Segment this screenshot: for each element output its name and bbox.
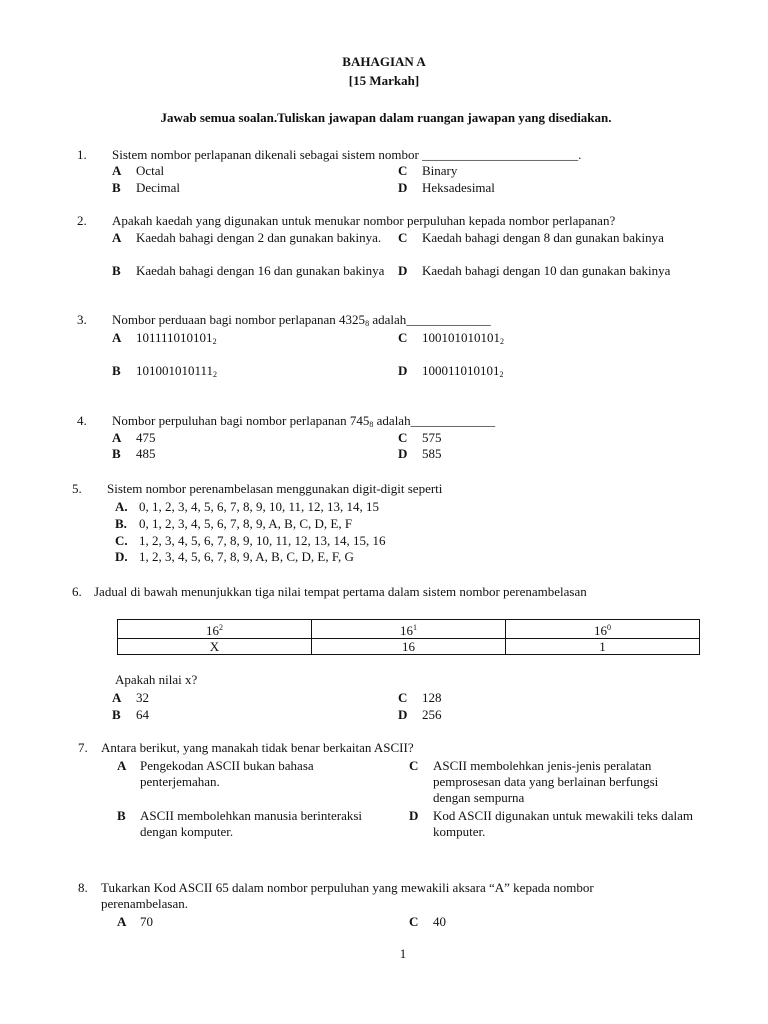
question-stem: Nombor perpuluhan bagi nombor perlapanan $745_8$ adalah_____________ [112,413,496,429]
table-cell: X [118,639,312,655]
option-label: A [112,330,122,345]
option-label: A [112,230,122,245]
option-label: C [398,430,408,445]
question-stem: Jadual di bawah menunjukkan tiga nilai tempat pertama dalam sistem nombor perenambelasan [94,584,587,599]
page-number: 1 [399,946,407,961]
option-c: Kaedah bahagi dengan 8 dan gunakan bakinya [422,230,664,245]
option-label: A [112,430,122,445]
option-label: A [112,163,122,178]
option-c: 575 [422,430,442,445]
option-label: B [112,363,121,378]
option-label: D [398,363,408,378]
option-label: B [112,707,121,722]
option-c: ASCII membolehkan jenis-jenis peralatan pemprosesan data yang berlainan berfungsi dengan sempurna [433,758,659,805]
option-b: Decimal [136,180,181,195]
option-b: ASCII membolehkan manusia berinteraksi dengan komputer. [140,808,363,839]
table-header-cell: $16^2$ [118,620,312,639]
option-a: Kaedah bahagi dengan 2 dan gunakan bakinya. [136,230,382,245]
option-a: 70 [140,914,153,929]
option-label: A [117,758,127,773]
option-a: Pengekodan ASCII bukan bahasa penterjemahan. [140,758,314,789]
table-cell: 16 [312,639,506,655]
option-label: D [398,180,408,195]
option-d: Kaedah bahagi dengan 10 dan gunakan bakinya [422,263,671,278]
option-label: B [112,263,121,278]
question-stem: Tukarkan Kod ASCII 65 dalam nombor perpuluhan yang mewakili aksara “A” kepada nombor perenambelasan. [101,880,594,911]
option-label: D [398,707,408,722]
option-label: B [112,446,121,461]
question-number: 6. [72,584,82,599]
table-header-cell: $16^0$ [506,620,700,639]
option-label: D [398,263,408,278]
option-label: A. [115,499,128,514]
table-row [118,620,700,639]
option-b: 64 [136,707,149,722]
option-b: 0, 1, 2, 3, 4, 5, 6, 7, 8, 9, A, B, C, D, E, F [139,516,353,531]
question-stem: Antara berikut, yang manakah tidak benar berkaitan ASCII? [101,740,414,755]
table-row [118,639,700,655]
question-stem: Sistem nombor perlapanan dikenali sebagai sistem nombor ________________________. [112,147,582,162]
option-a: Octal [136,163,165,178]
option-d: Kod ASCII digunakan untuk mewakili teks dalam komputer. [433,808,693,839]
question-number: 5. [72,481,82,496]
option-label: B. [115,516,127,531]
question-stem: Nombor perduaan bagi nombor perlapanan $4325_8$ adalah_____________ [112,312,491,328]
option-b: $101001010111_2$ [136,363,218,379]
table-cell: 1 [506,639,700,655]
option-d: $100011010101_2$ [422,363,504,379]
option-c: $100101010101_2$ [422,330,504,346]
option-label: B [117,808,126,823]
section-title: BAHAGIAN A [342,54,426,69]
sub-question: Apakah nilai x? [115,672,198,687]
option-d: 585 [422,446,442,461]
option-label: C [409,758,419,773]
option-c: 128 [422,690,442,705]
question-number: 3. [77,312,87,327]
question-stem: Apakah kaedah yang digunakan untuk menukar nombor perpuluhan kepada nombor perlapanan? [112,213,616,228]
option-label: C [409,914,419,929]
option-label: A [112,690,122,705]
option-label: D [409,808,419,823]
question-number: 8. [78,880,88,895]
instruction: Jawab semua soalan.Tuliskan jawapan dalam ruangan jawapan yang disediakan. [160,110,612,125]
option-label: D. [115,549,128,564]
table-header-cell: $16^1$ [312,620,506,639]
option-d: Heksadesimal [422,180,495,195]
option-a: $101111010101_2$ [136,330,217,346]
option-c: Binary [422,163,458,178]
option-a: 0, 1, 2, 3, 4, 5, 6, 7, 8, 9, 10, 11, 12, 13, 14, 15 [139,499,380,514]
question-number: 4. [77,413,87,428]
option-b: 485 [136,446,156,461]
option-d: 1, 2, 3, 4, 5, 6, 7, 8, 9, A, B, C, D, E, F, G [139,549,354,564]
question-number: 7. [78,740,88,755]
option-c: 40 [433,914,446,929]
option-c: 1, 2, 3, 4, 5, 6, 7, 8, 9, 10, 11, 12, 13, 14, 15, 16 [139,533,386,548]
option-label: D [398,446,408,461]
option-label: C [398,690,408,705]
option-d: 256 [422,707,442,722]
option-a: 475 [136,430,156,445]
option-label: A [117,914,127,929]
option-label: C. [115,533,128,548]
option-a: 32 [136,690,149,705]
option-b: Kaedah bahagi dengan 16 dan gunakan bakinya [136,263,385,278]
place-value-table [117,619,700,655]
question-number: 1. [77,147,87,162]
option-label: C [398,330,408,345]
option-label: C [398,163,408,178]
question-number: 2. [77,213,87,228]
option-label: B [112,180,121,195]
question-stem: Sistem nombor perenambelasan menggunakan digit-digit seperti [107,481,443,496]
section-marks: [15 Markah] [348,73,420,88]
option-label: C [398,230,408,245]
